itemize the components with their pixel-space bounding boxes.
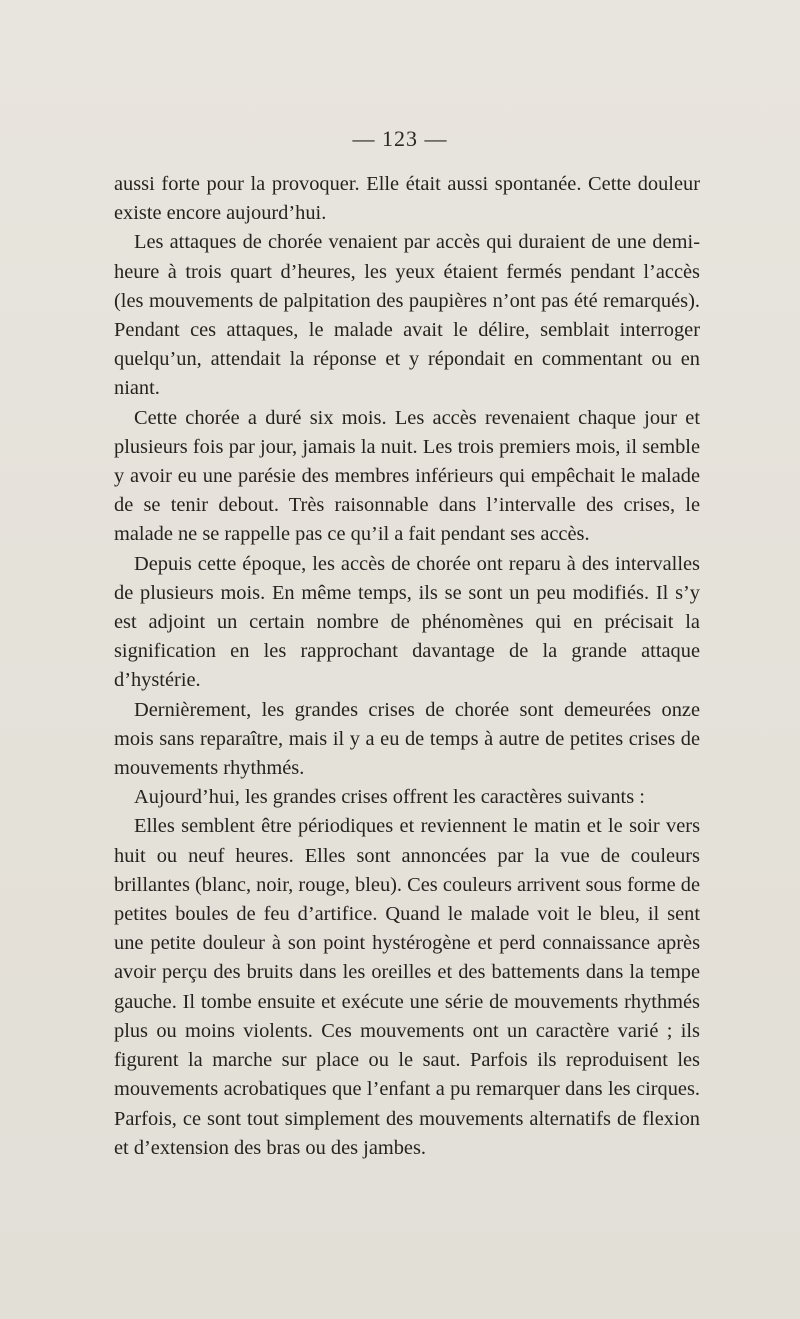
paragraph: Cette chorée a duré six mois. Les accès revenaient chaque jour et plusieurs fois par jour, jamais la nuit. Les trois premiers mois, il semble y avoir eu une parésie des membres inférieurs qui empêchait le malade de se tenir debout. Très raisonnable dans l’intervalle des crises, le malade ne se rappelle pas ce qu’il a fait pendant ses accès.	[114, 406, 700, 546]
body-text	[114, 170, 700, 1163]
paragraph: aussi forte pour la provoquer. Elle était aussi spontanée. Cette douleur existe encore aujourd’hui.	[114, 173, 700, 225]
paragraph: Aujourd’hui, les grandes crises offrent les caractères suivants :	[134, 786, 645, 809]
paragraph: Les attaques de chorée venaient par accès qui duraient de une demi-heure à trois quart d’heures, les yeux étaient fermés pendant l’accès (les mouvements de palpitation des paupières n’ont pas été remarqués). Pendant ces attaques, le malade avait le délire, semblait interroger quelqu’un, attendait la réponse et y répondait en commentant ou en niant.	[114, 231, 700, 400]
paragraph: Elles semblent être périodiques et reviennent le matin et le soir vers huit ou neuf heures. Elles sont annoncées par la vue de couleurs brillantes (blanc, noir, rouge, bleu). Ces couleurs arrivent sous forme de petites boules de feu d’artifice. Quand le malade voit le bleu, il sent une petite douleur à son point hystérogène et perd connaissance après avoir perçu des bruits dans les oreilles et des battements dans la tempe gauche. Il tombe ensuite et exécute une série de mouvements rhythmés plus ou moins violents. Ces mouvements ont un caractère varié ; ils figurent la marche sur place ou le saut. Parfois ils reproduisent les mouvements acrobatiques que l’enfant a pu remarquer dans les cirques. Parfois, ce sont tout simplement des mouvements alternatifs de flexion et d’extension des bras ou des jambes.	[114, 815, 700, 1159]
page-number: — 123 —	[352, 126, 448, 151]
paragraph: Depuis cette époque, les accès de chorée ont reparu à des intervalles de plusieurs mois. En même temps, ils se sont un peu modifiés. Il s’y est adjoint un certain nombre de phénomènes qui en précisait la signification en les rapprochant davantage de la grande attaque d’hystérie.	[114, 552, 700, 692]
paragraph: Dernièrement, les grandes crises de chorée sont demeurées onze mois sans reparaître, mais il y a eu de temps à autre de petites crises de mouvements rhythmés.	[114, 698, 700, 780]
